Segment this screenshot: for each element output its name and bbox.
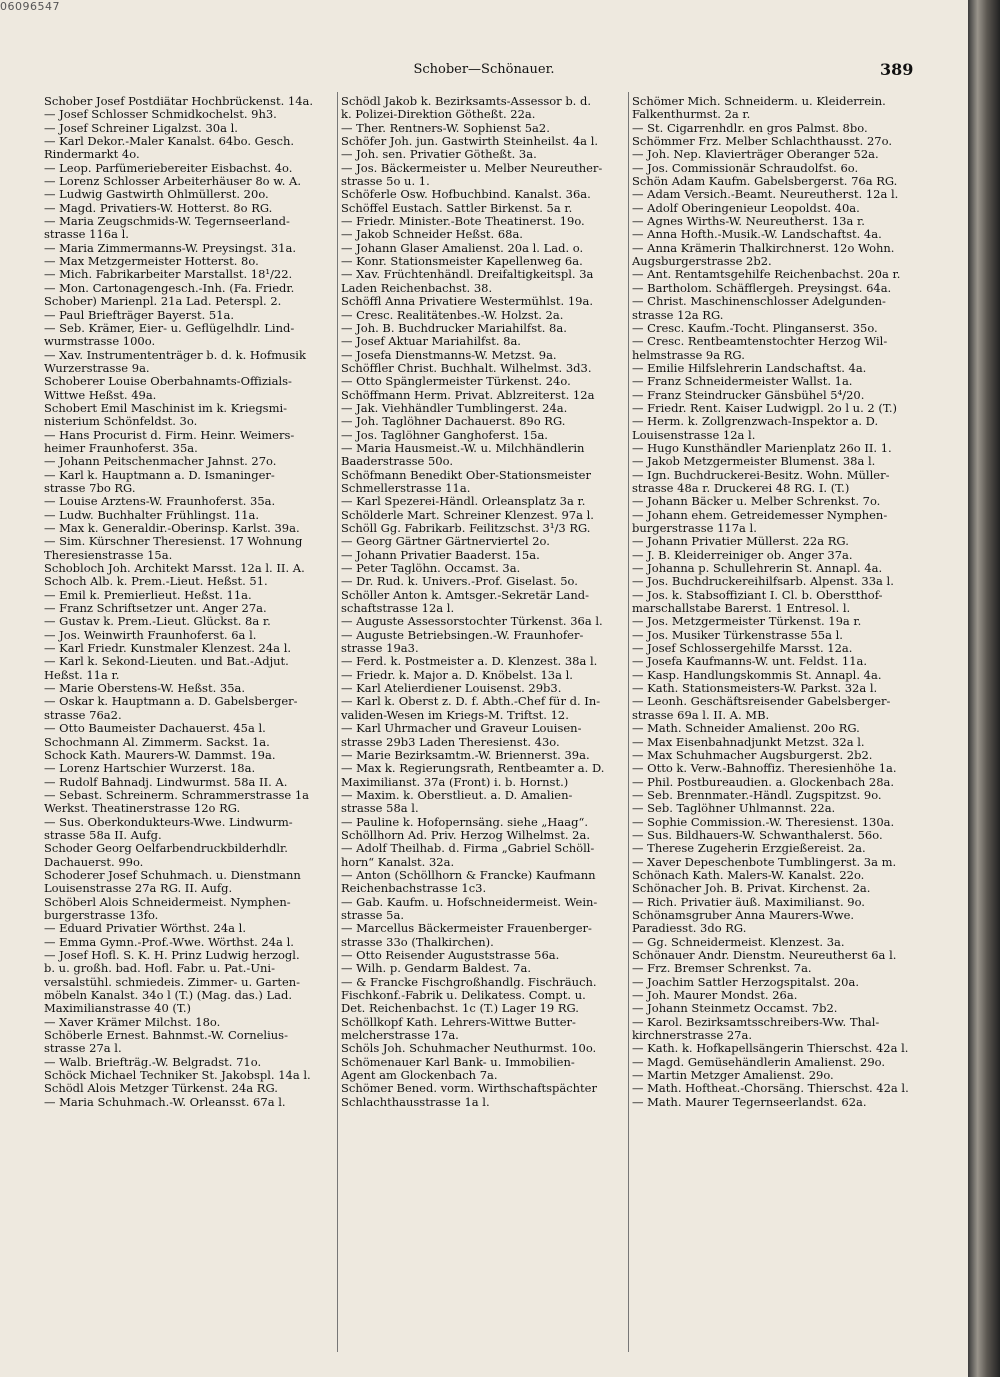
directory-entry-line: — Josef Schlossergehilfe Marsst. 12a. bbox=[632, 642, 853, 656]
directory-entry-line: strasse 58a II. Aufg. bbox=[44, 828, 162, 842]
directory-entry-line: Schön Adam Kaufm. Gabelsbergerst. 76a RG. bbox=[632, 175, 898, 189]
directory-entry-line: strasse 58a l. bbox=[341, 802, 419, 816]
directory-entry-line: — Sus. Oberkondukteurs-Wwe. Lindwurm- bbox=[44, 815, 293, 829]
directory-entry-line: — Ferd. k. Postmeister a. D. Klenzest. 38a l. bbox=[341, 655, 598, 669]
directory-entry-line: — Johann ehem. Getreidemesser Nymphen- bbox=[632, 508, 888, 522]
directory-entry-line: — Anton (Schöllhorn & Francke) Kaufmann bbox=[341, 868, 596, 882]
directory-entry-line: Agent am Glockenbach 7a. bbox=[341, 1069, 498, 1083]
directory-entry-line: — Anna Hofth.-Musik.-W. Landschaftst. 4a. bbox=[632, 228, 882, 242]
directory-entry-line: — Maxim. k. Oberstlieut. a. D. Amalien- bbox=[341, 788, 573, 802]
directory-entry-line: Schölderle Mart. Schreiner Klenzest. 97a l. bbox=[341, 508, 594, 522]
directory-entry-line: Schock Kath. Maurers-W. Dammst. 19a. bbox=[44, 748, 276, 762]
directory-entry-line: — Seb. Taglöhner Uhlmannst. 22a. bbox=[632, 802, 836, 816]
directory-entry-line: — Kath. Stationsmeisters-W. Parkst. 32a l. bbox=[632, 682, 878, 696]
directory-entry-line: — Ludwig Gastwirth Ohlmüllerst. 20o. bbox=[44, 188, 269, 202]
directory-entry-line: — Johann Steinmetz Occamst. 7b2. bbox=[632, 1002, 838, 1016]
directory-entry-line: — Math. Schneider Amalienst. 20o RG. bbox=[632, 722, 860, 736]
directory-entry-line: — & Francke Fischgroßhandlg. Fischräuch. bbox=[341, 975, 597, 989]
directory-entry-line: — Jos. k. Stabsoffiziant I. Cl. b. Oberstthof- bbox=[632, 588, 883, 602]
directory-entry-line: — Leonh. Geschäftsreisender Gabelsberger- bbox=[632, 695, 891, 709]
directory-entry-line: — Joachim Sattler Herzogspitalst. 20a. bbox=[632, 975, 859, 989]
directory-entry-line: Theresienstrasse 15a. bbox=[44, 548, 173, 562]
directory-entry-line: schaftstrasse 12a l. bbox=[341, 602, 455, 616]
directory-entry-line: marschallstabe Barerst. 1 Entresol. l. bbox=[632, 602, 851, 616]
directory-entry-line: — Auguste Betriebsingen.-W. Fraunhofer- bbox=[341, 628, 584, 642]
directory-entry-line: — Max Eisenbahnadjunkt Metzst. 32a l. bbox=[632, 735, 865, 749]
directory-entry-line: — Ign. Buchdruckerei-Besitz. Wohn. Müller- bbox=[632, 468, 890, 482]
directory-entry-line: Schlachthausstrasse 1a l. bbox=[341, 1095, 490, 1109]
directory-entry-line: — Karl k. Sekond-Lieuten. und Bat.-Adjut. bbox=[44, 655, 289, 669]
directory-entry-line: Louisenstrasse 27a RG. II. Aufg. bbox=[44, 882, 233, 896]
page-number: 389 bbox=[880, 60, 914, 79]
directory-entry-line: Schöffmann Herm. Privat. Ablzreiterst. 12a bbox=[341, 388, 595, 402]
directory-entry-line: — Rudolf Bahnadj. Lindwurmst. 58a II. A. bbox=[44, 775, 288, 789]
directory-entry-line: horn“ Kanalst. 32a. bbox=[341, 855, 455, 869]
directory-entry-line: — Karl Uhrmacher und Graveur Louisen- bbox=[341, 722, 582, 736]
directory-entry-line: Dachauerst. 99o. bbox=[44, 855, 144, 869]
directory-entry-line: — Otto Spänglermeister Türkenst. 24o. bbox=[341, 375, 571, 389]
directory-entry-line: — Jos. Weinwirth Fraunhoferst. 6a l. bbox=[44, 628, 257, 642]
directory-entry-line: — Walb. Briefträg.-W. Belgradst. 71o. bbox=[44, 1055, 262, 1069]
directory-entry-line: — Lorenz Hartschier Wurzerst. 18a. bbox=[44, 762, 256, 776]
directory-entry-line: — Gab. Kaufm. u. Hofschneidermeist. Wein- bbox=[341, 895, 598, 909]
directory-entry-line: heimer Fraunhoferst. 35a. bbox=[44, 441, 198, 455]
directory-entry-line: — Pauline k. Hofopernsäng. siehe „Haag“. bbox=[341, 815, 589, 829]
directory-entry-line: — Peter Taglöhn. Occamst. 3a. bbox=[341, 562, 521, 576]
directory-entry-line: Schochmann Al. Zimmerm. Sackst. 1a. bbox=[44, 735, 270, 749]
directory-entry-line: strasse 69a l. II. A. MB. bbox=[632, 708, 770, 722]
directory-entry-line: Laden Reichenbachst. 38. bbox=[341, 281, 493, 295]
directory-entry-line: Schöberl Alois Schneidermeist. Nymphen- bbox=[44, 895, 291, 909]
directory-entry-line: Schönamsgruber Anna Maurers-Wwe. bbox=[632, 908, 855, 922]
directory-entry-line: Louisenstrasse 12a l. bbox=[632, 428, 756, 442]
directory-entry-line: Schmellerstrasse 11a. bbox=[341, 481, 471, 495]
directory-entry-line: — Adolf Oberingenieur Leopoldst. 40a. bbox=[632, 201, 860, 215]
directory-entry-line: Falkenthurmst. 2a r. bbox=[632, 108, 751, 122]
directory-entry-line: Schöllkopf Kath. Lehrers-Wittwe Butter- bbox=[341, 1015, 576, 1029]
directory-entry-line: — Josefa Kaufmanns-W. unt. Feldst. 11a. bbox=[632, 655, 868, 669]
directory-entry-line: — Friedr. Rent. Kaiser Ludwigpl. 2o l u. 2 (T.) bbox=[632, 401, 897, 415]
directory-entry-line: — Magd. Gemüsehändlerin Amalienst. 29o. bbox=[632, 1055, 886, 1069]
directory-entry-line: — Jos. Commissionär Schraudolfst. 6o. bbox=[632, 161, 859, 175]
directory-entry-line: Werkst. Theatinerstrasse 12o RG. bbox=[44, 802, 241, 816]
directory-entry-line: — Xaver Depeschenbote Tumblingerst. 3a m. bbox=[632, 855, 897, 869]
directory-entry-line: — Sim. Kürschner Theresienst. 17 Wohnung bbox=[44, 535, 303, 549]
directory-entry-line: Schöfer Joh. jun. Gastwirth Steinheilst. 4a l. bbox=[341, 135, 599, 149]
directory-entry-line: — Josefa Dienstmanns-W. Metzst. 9a. bbox=[341, 348, 557, 362]
directory-entry-line: — Jos. Taglöhner Ganghoferst. 15a. bbox=[341, 428, 548, 442]
directory-entry-line: — Johann Bäcker u. Melber Schrenkst. 7o. bbox=[632, 495, 881, 509]
directory-entry-line: Schöberle Ernest. Bahnmst.-W. Cornelius- bbox=[44, 1029, 288, 1043]
directory-entry-line: — Hugo Kunsthändler Marienplatz 26o II. 1. bbox=[632, 441, 892, 455]
directory-entry-line: — Dr. Rud. k. Univers.-Prof. Giselast. 5o. bbox=[341, 575, 578, 589]
directory-entry-line: — Jakob Schneider Heßst. 68a. bbox=[341, 228, 523, 242]
directory-entry-line: Paradiesst. 3do RG. bbox=[632, 922, 747, 936]
directory-entry-line: Augsburgerstrasse 2b2. bbox=[632, 255, 772, 269]
directory-entry-line: Schoderer Josef Schuhmach. u. Dienstmann bbox=[44, 868, 301, 882]
directory-entry-line: — Adolf Theilhab. d. Firma „Gabriel Schöll- bbox=[341, 842, 595, 856]
directory-entry-line: — Karl Atelierdiener Louisenst. 29b3. bbox=[341, 682, 562, 696]
directory-entry-line: — Sebast. Schreinerm. Schrammerstrasse 1a bbox=[44, 788, 310, 802]
directory-entry-line: Schoch Alb. k. Prem.-Lieut. Heßst. 51. bbox=[44, 575, 268, 589]
directory-entry-line: — Eduard Privatier Wörthst. 24a l. bbox=[44, 922, 247, 936]
directory-entry-line: Schödl Jakob k. Bezirksamts-Assessor b. d. bbox=[341, 95, 592, 108]
directory-entry-line: Schömenauer Karl Bank- u. Immobilien- bbox=[341, 1055, 575, 1069]
directory-entry-line: — Max k. Generaldir.-Oberinsp. Karlst. 39a. bbox=[44, 522, 300, 535]
directory-entry-line: strasse 76a2. bbox=[44, 708, 122, 722]
directory-entry-line: — Ant. Rentamtsgehilfe Reichenbachst. 20a r. bbox=[632, 268, 901, 282]
directory-entry-line: — Frz. Bremser Schrenkst. 7a. bbox=[632, 962, 812, 976]
directory-entry-line: kirchnerstrasse 27a. bbox=[632, 1029, 752, 1043]
directory-entry-line: möbeln Kanalst. 34o l (T.) (Mag. das.) Lad. bbox=[44, 989, 292, 1003]
directory-entry-line: — Maria Zimmermanns-W. Preysingst. 31a. bbox=[44, 241, 296, 255]
directory-entry-line: — Maria Schuhmach.-W. Orleansst. 67a l. bbox=[44, 1095, 286, 1109]
directory-entry-line: Baaderstrasse 50o. bbox=[341, 455, 453, 469]
directory-entry-line: — Johanna p. Schullehrerin St. Annapl. 4a. bbox=[632, 562, 883, 576]
directory-entry-line: k. Polizei-Direktion Götheßt. 22a. bbox=[341, 108, 536, 122]
directory-entry-line: — Ludw. Buchhalter Frühlingst. 11a. bbox=[44, 508, 259, 522]
directory-entry-line: — Emma Gymn.-Prof.-Wwe. Wörthst. 24a l. bbox=[44, 935, 294, 949]
directory-entry-line: versalstühl. schmiedeis. Zimmer- u. Garten- bbox=[44, 975, 301, 989]
directory-entry-line: Schöffel Eustach. Sattler Birkenst. 5a r. bbox=[341, 201, 573, 215]
directory-entry-line: — Johann Glaser Amalienst. 20a l. Lad. o. bbox=[341, 241, 584, 255]
directory-entry-line: — Joh. Maurer Mondst. 26a. bbox=[632, 989, 798, 1003]
directory-entry-line: — Josef Aktuar Mariahilfst. 8a. bbox=[341, 335, 521, 349]
directory-entry-line: — Maria Hausmeist.-W. u. Milchhändlerin bbox=[341, 441, 585, 455]
directory-entry-line: — Gg. Schneidermeist. Klenzest. 3a. bbox=[632, 935, 845, 949]
directory-entry-line: — Hans Procurist d. Firm. Heinr. Weimers- bbox=[44, 428, 295, 442]
directory-entry-line: — Mon. Cartonagengesch.-Inh. (Fa. Friedr. bbox=[44, 281, 295, 295]
directory-entry-line: — Rich. Privatier äuß. Maximilianst. 9o. bbox=[632, 895, 865, 909]
directory-entry-line: Schöller Anton k. Amtsger.-Sekretär Land- bbox=[341, 588, 589, 602]
directory-entry-line: — Bartholom. Schäfflergeh. Preysingst. 64a. bbox=[632, 281, 892, 295]
directory-entry-line: — Georg Gärtner Gärtnerviertel 2o. bbox=[341, 535, 550, 549]
directory-entry-line: burgerstrasse 117a l. bbox=[632, 522, 757, 535]
directory-entry-line: — Karl Spezerei-Händl. Orleansplatz 3a r. bbox=[341, 495, 586, 509]
directory-entry-line: Schödl Alois Metzger Türkenst. 24a RG. bbox=[44, 1082, 278, 1096]
directory-entry-line: — Louise Arztens-W. Fraunhoferst. 35a. bbox=[44, 495, 276, 509]
directory-entry-line: — Emilie Hilfslehrerin Landschaftst. 4a. bbox=[632, 361, 867, 375]
directory-entry-line: helmstrasse 9a RG. bbox=[632, 348, 745, 362]
directory-entry-line: — Maria Zeugschmids-W. Tegernseerland- bbox=[44, 215, 290, 229]
directory-entry-line: — Leop. Parfümeriebereiter Eisbachst. 4o. bbox=[44, 161, 293, 175]
directory-entry-line: — Agnes Wirths-W. Neureutherst. 13a r. bbox=[632, 215, 865, 229]
directory-entry-line: — Herm. k. Zollgrenzwach-Inspektor a. D. bbox=[632, 415, 879, 429]
directory-entry-line: — Adam Versich.-Beamt. Neureutherst. 12a l. bbox=[632, 188, 899, 202]
directory-entry-line: — Cresc. Realitätenbes.-W. Holzst. 2a. bbox=[341, 308, 564, 322]
directory-entry-line: Schönacher Joh. B. Privat. Kirchenst. 2a. bbox=[632, 882, 871, 896]
directory-entry-line: — Karl k. Hauptmann a. D. Ismaninger- bbox=[44, 468, 275, 482]
directory-entry-line: — Otto Reisender Auguststrasse 56a. bbox=[341, 949, 560, 962]
directory-entry-line: strasse 12a RG. bbox=[632, 308, 724, 322]
directory-entry-line: — Jos. Metzgermeister Türkenst. 19a r. bbox=[632, 615, 862, 629]
directory-entry-line: Schobloch Joh. Architekt Marsst. 12a l. II. A. bbox=[44, 562, 305, 576]
directory-entry-line: — Jak. Viehhändler Tumblingerst. 24a. bbox=[341, 401, 568, 415]
directory-entry-line: — Xaver Krämer Milchst. 18o. bbox=[44, 1015, 221, 1029]
directory-entry-line: — Karl Dekor.-Maler Kanalst. 64bo. Gesch. bbox=[44, 135, 295, 149]
directory-entry-line: — Marie Bezirksamtm.-W. Briennerst. 39a. bbox=[341, 748, 590, 762]
directory-entry-line: — Mich. Fabrikarbeiter Marstallst. 18¹/22. bbox=[44, 268, 293, 282]
directory-entry-line: — Karl k. Oberst z. D. f. Abth.-Chef für d. In- bbox=[341, 695, 601, 709]
directory-entry-line: — Otto Baumeister Dachauerst. 45a l. bbox=[44, 722, 266, 736]
directory-entry-line: — Cresc. Kaufm.-Tocht. Plinganserst. 35o. bbox=[632, 321, 878, 335]
directory-entry-line: — Otto k. Verw.-Bahnoffiz. Theresienhöhe 1a. bbox=[632, 762, 897, 776]
directory-entry-line: wurmstrasse 100o. bbox=[44, 335, 156, 349]
directory-entry-line: validen-Wesen im Kriegs-M. Triftst. 12. bbox=[341, 708, 569, 722]
directory-entry-line: melcherstrasse 17a. bbox=[341, 1029, 459, 1043]
directory-entry-line: Schöferle Osw. Hofbuchbind. Kanalst. 36a. bbox=[341, 188, 591, 202]
directory-entry-line: — Franz Steindrucker Gänsbühel 5⁴/20. bbox=[632, 388, 865, 402]
directory-entry-line: — Josef Hofl. S. K. H. Prinz Ludwig herzogl. bbox=[44, 949, 300, 962]
directory-entry-line: — Wilh. p. Gendarm Baldest. 7a. bbox=[341, 962, 532, 976]
directory-entry-line: Maximilianstrasse 40 (T.) bbox=[44, 1002, 192, 1016]
directory-entry-line: Schömmer Frz. Melber Schlachthausst. 27o. bbox=[632, 135, 892, 149]
directory-entry-line: strasse 5a. bbox=[341, 908, 404, 922]
directory-entry-line: strasse 29b3 Laden Theresienst. 43o. bbox=[341, 735, 560, 749]
book-spine bbox=[968, 0, 1000, 1377]
directory-entry-line: Schöfmann Benedikt Ober-Stationsmeister bbox=[341, 468, 591, 482]
directory-entry-line: — Jakob Metzgermeister Blumenst. 38a l. bbox=[632, 455, 876, 469]
page-header bbox=[0, 60, 968, 84]
directory-entry-line: strasse 33o (Thalkirchen). bbox=[341, 935, 494, 949]
directory-entry-line: — Magd. Privatiers-W. Hotterst. 8o RG. bbox=[44, 201, 273, 215]
directory-entry-line: — Jos. Musiker Türkenstrasse 55a l. bbox=[632, 628, 843, 642]
directory-entry-line: — Anna Krämerin Thalkirchnerst. 12o Wohn. bbox=[632, 241, 895, 255]
directory-entry-line: — Gustav k. Prem.-Lieut. Glückst. 8a r. bbox=[44, 615, 271, 629]
directory-entry-line: — Sus. Bildhauers-W. Schwanthalerst. 56o. bbox=[632, 828, 883, 842]
directory-entry-line: — Konr. Stationsmeister Kapellenweg 6a. bbox=[341, 255, 583, 269]
directory-entry-line: — Lorenz Schlosser Arbeiterhäuser 8o w. A. bbox=[44, 175, 301, 189]
directory-entry-line: — Sophie Commission.-W. Theresienst. 130a. bbox=[632, 815, 895, 829]
directory-entry-line: Schömer Mich. Schneiderm. u. Kleiderrein. bbox=[632, 95, 886, 108]
directory-entry-line: strasse 5o u. 1. bbox=[341, 175, 430, 189]
directory-entry-line: strasse 19a3. bbox=[341, 642, 419, 656]
directory-entry-line: — Xav. Instrumententräger b. d. k. Hofmusik bbox=[44, 348, 306, 362]
column-3 bbox=[632, 95, 926, 1109]
directory-entry-line: Schöffl Anna Privatiere Westermühlst. 19a. bbox=[341, 295, 594, 309]
directory-entry-line: — Joh. Taglöhner Dachauerst. 89o RG. bbox=[341, 415, 566, 429]
directory-entry-line: — Emil k. Premierlieut. Heßst. 11a. bbox=[44, 588, 252, 602]
directory-entry-line: Reichenbachstrasse 1c3. bbox=[341, 882, 487, 896]
directory-entry-line: — Kasp. Handlungskommis St. Annapl. 4a. bbox=[632, 668, 882, 682]
directory-entry-line: — Paul Briefträger Bayerst. 51a. bbox=[44, 308, 235, 322]
directory-entry-line: Wurzerstrasse 9a. bbox=[44, 361, 150, 375]
directory-entry-line: Schober) Marienpl. 21a Lad. Peterspl. 2. bbox=[44, 295, 282, 309]
page-title: Schober—Schönauer. bbox=[413, 62, 555, 77]
directory-entry-line: — Friedr. k. Major a. D. Knöbelst. 13a l. bbox=[341, 668, 573, 682]
directory-entry-line: strasse 48a r. Druckerei 48 RG. I. (T.) bbox=[632, 481, 850, 495]
directory-entry-line: — St. Cigarrenhdlr. en gros Palmst. 8bo. bbox=[632, 121, 868, 135]
directory-entry-line: — Max Schuhmacher Augsburgerst. 2b2. bbox=[632, 748, 873, 762]
directory-entry-line: — Johann Privatier Müllerst. 22a RG. bbox=[632, 535, 849, 549]
directory-entry-line: — Christ. Maschinenschlosser Adelgunden- bbox=[632, 295, 886, 309]
column-1 bbox=[44, 95, 338, 1109]
directory-entry-line: Schönach Kath. Malers-W. Kanalst. 22o. bbox=[632, 868, 865, 882]
directory-entry-line: — Seb. Brennmater.-Händl. Zugspitzst. 9o. bbox=[632, 788, 882, 802]
directory-entry-line: Schöllhorn Ad. Priv. Herzog Wilhelmst. 2a. bbox=[341, 828, 590, 842]
directory-entry-line: Wittwe Heßst. 49a. bbox=[44, 388, 157, 402]
directory-entry-line: b. u. großh. bad. Hofl. Fabr. u. Pat.-Uni- bbox=[44, 962, 275, 976]
directory-entry-line: Schöll Gg. Fabrikarb. Feilitzschst. 3¹/3 RG. bbox=[341, 522, 591, 535]
directory-entry-line: strasse 116a l. bbox=[44, 228, 129, 242]
directory-entry-line: — Math. Maurer Tegernseerlandst. 62a. bbox=[632, 1095, 867, 1109]
directory-entry-line: — Joh. Nep. Klavierträger Oberanger 52a. bbox=[632, 148, 879, 162]
directory-entry-line: — Max Metzgermeister Hotterst. 8o. bbox=[44, 255, 259, 269]
directory-entry-line: — Phil. Postbureaudien. a. Glockenbach 28a. bbox=[632, 775, 895, 789]
directory-entry-line: — Joh. B. Buchdrucker Mariahilfst. 8a. bbox=[341, 321, 567, 335]
directory-entry-line: — Martin Metzger Amalienst. 29o. bbox=[632, 1069, 834, 1083]
directory-entry-line: — Johann Peitschenmacher Jahnst. 27o. bbox=[44, 455, 277, 469]
directory-entry-line: — Math. Hoftheat.-Chorsäng. Thierschst. 42a l. bbox=[632, 1082, 909, 1096]
directory-entry-line: Fischkonf.-Fabrik u. Delikatess. Compt. u. bbox=[341, 989, 586, 1003]
directory-entry-line: — Marie Oberstens-W. Heßst. 35a. bbox=[44, 682, 246, 696]
directory-entry-line: strasse 27a l. bbox=[44, 1042, 122, 1056]
directory-entry-line: — Joh. sen. Privatier Götheßt. 3a. bbox=[341, 148, 537, 162]
directory-entry-line: Schönauer Andr. Dienstm. Neureutherst 6a l. bbox=[632, 949, 897, 962]
directory-entry-line: Heßst. 11a r. bbox=[44, 668, 120, 682]
directory-entry-line: — Xav. Früchtenhändl. Dreifaltigkeitspl. 3a bbox=[341, 268, 594, 282]
directory-entry-line: burgerstrasse 13fo. bbox=[44, 908, 159, 922]
directory-entry-line: — Oskar k. Hauptmann a. D. Gabelsberger- bbox=[44, 695, 298, 709]
directory-entry-line: — Josef Schreiner Ligalzst. 30a l. bbox=[44, 121, 238, 135]
directory-entry-line: — Therese Zugeherin Erzgießereist. 2a. bbox=[632, 842, 866, 856]
directory-entry-line: strasse 7bo RG. bbox=[44, 481, 136, 495]
directory-entry-line: — Marcellus Bäckermeister Frauenberger- bbox=[341, 922, 592, 936]
directory-entry-line: Rindermarkt 4o. bbox=[44, 148, 140, 162]
directory-entry-line: — Seb. Krämer, Eier- u. Geflügelhdlr. Lind- bbox=[44, 321, 295, 335]
directory-entry-line: — Karol. Bezirksamtsschreibers-Ww. Thal- bbox=[632, 1015, 880, 1029]
directory-entry-line: — Max k. Regierungsrath, Rentbeamter a. D. bbox=[341, 762, 605, 776]
directory-entry-line: — Johann Privatier Baaderst. 15a. bbox=[341, 548, 540, 562]
directory-entry-line: Schöffler Christ. Buchhalt. Wilhelmst. 3d3. bbox=[341, 361, 592, 375]
directory-entry-line: Schöck Michael Techniker St. Jakobspl. 14a l. bbox=[44, 1069, 311, 1083]
directory-entry-line: — Cresc. Rentbeamtenstochter Herzog Wil- bbox=[632, 335, 888, 349]
directory-entry-line: — Friedr. Minister.-Bote Theatinerst. 19o. bbox=[341, 215, 585, 229]
directory-entry-line: Schobert Emil Maschinist im k. Kriegsmi- bbox=[44, 401, 288, 415]
archive-stamp: 06096547 bbox=[0, 0, 60, 13]
directory-entry-line: — Ther. Rentners-W. Sophienst 5a2. bbox=[341, 121, 550, 135]
directory-entry-line: Schoberer Louise Oberbahnamts-Offizials- bbox=[44, 375, 292, 389]
directory-entry-line: — Josef Schlosser Schmidkochelst. 9h3. bbox=[44, 108, 277, 122]
directory-entry-line: Schoder Georg Oelfarbendruckbilderhdlr. bbox=[44, 842, 288, 856]
directory-entry-line: — Jos. Bäckermeister u. Melber Neureuther- bbox=[341, 161, 603, 175]
directory-entry-line: Maximilianst. 37a (Front) i. b. Hornst.) bbox=[341, 775, 569, 789]
directory-entry-line: — Auguste Assessorstochter Türkenst. 36a l. bbox=[341, 615, 603, 629]
directory-entry-line: nisterium Schönfeldst. 3o. bbox=[44, 415, 198, 429]
directory-entry-line: — Kath. k. Hofkapellsängerin Thierschst. 42a l. bbox=[632, 1042, 909, 1056]
directory-entry-line: — Jos. Buchdruckereihilfsarb. Alpenst. 33a l. bbox=[632, 575, 894, 589]
column-2 bbox=[341, 95, 635, 1109]
directory-entry-line: Det. Reichenbachst. 1c (T.) Lager 19 RG. bbox=[341, 1002, 579, 1016]
directory-entry-line: — Franz Schneidermeister Wallst. 1a. bbox=[632, 375, 853, 389]
directory-entry-line: — Karl Friedr. Kunstmaler Klenzest. 24a l. bbox=[44, 642, 292, 656]
directory-entry-line: Schober Josef Postdiätar Hochbrückenst. 14a. bbox=[44, 95, 314, 108]
directory-entry-line: — J. B. Kleiderreiniger ob. Anger 37a. bbox=[632, 548, 853, 562]
directory-entry-line: Schöls Joh. Schuhmacher Neuthurmst. 10o. bbox=[341, 1042, 597, 1056]
directory-entry-line: Schömer Bened. vorm. Wirthschaftspächter bbox=[341, 1082, 597, 1096]
directory-entry-line: — Franz Schriftsetzer unt. Anger 27a. bbox=[44, 602, 267, 616]
